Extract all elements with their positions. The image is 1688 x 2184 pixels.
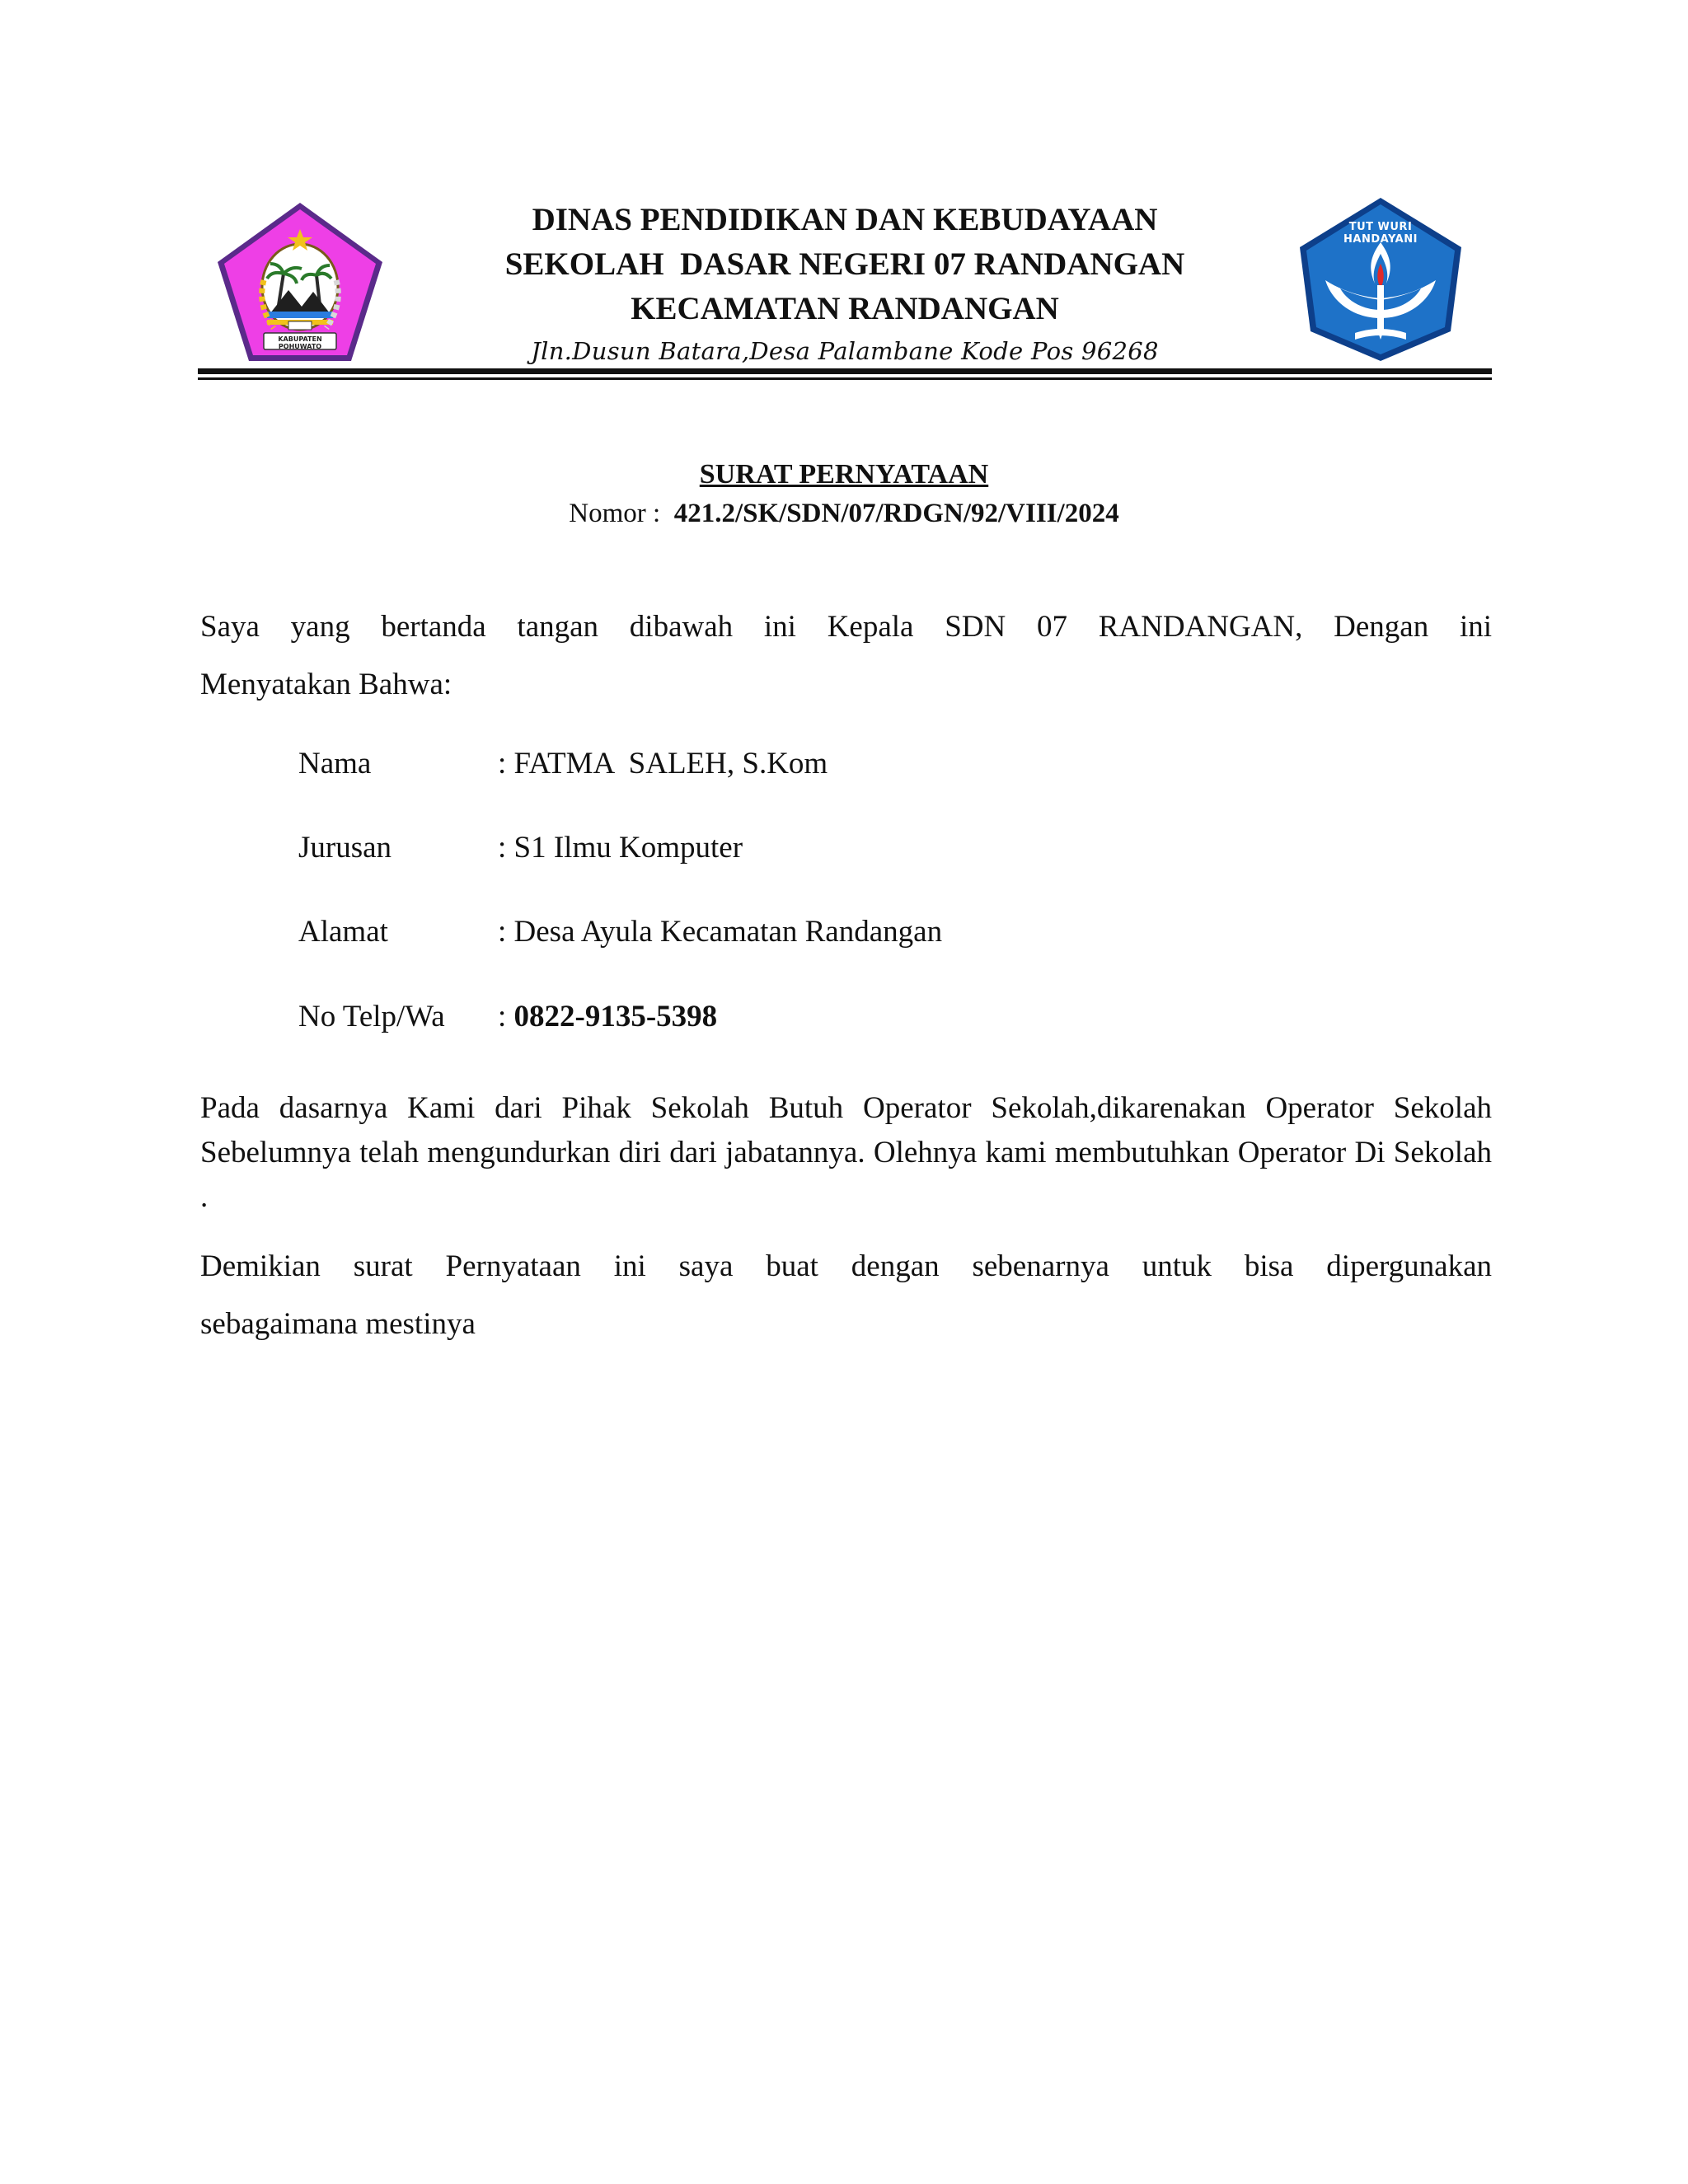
- intro-line-2: Menyatakan Bahwa:: [200, 668, 452, 701]
- field-row-jurusan: [298, 827, 743, 869]
- document-number-value: 421.2/SK/SDN/07/RDGN/92/VIII/2024: [673, 499, 1119, 528]
- letterhead-divider-thin: [198, 377, 1492, 380]
- letterhead-divider-thick: [198, 368, 1492, 374]
- field-row-no-telp: [298, 996, 717, 1038]
- field-label: No Telp/Wa: [298, 1000, 445, 1033]
- letterhead-line-1: DINAS PENDIDIKAN DAN KEBUDAYAAN: [532, 202, 1158, 237]
- field-value: : S1 Ilmu Komputer: [498, 831, 743, 865]
- field-label: Nama: [298, 747, 372, 780]
- field-label: Alamat: [298, 915, 388, 949]
- right-logo-text: TUT WURI HANDAYANI: [1343, 221, 1418, 246]
- field-value: : FATMA SALEH, S.Kom: [498, 747, 828, 780]
- tut-wuri-handayani-logo-icon: [1296, 194, 1465, 364]
- letterhead: [396, 198, 1294, 369]
- letterhead-line-2: SEKOLAH DASAR NEGERI 07 RANDANGAN: [504, 246, 1185, 282]
- field-prefix: :: [498, 1000, 514, 1033]
- field-label: Jurusan: [298, 831, 392, 865]
- intro-paragraph: [200, 598, 1492, 714]
- intro-line-1: Saya yang bertanda tangan dibawah ini Kepala SDN 07 RANDANGAN, Dengan ini: [200, 610, 1492, 644]
- letterhead-line-3: KECAMATAN RANDANGAN: [631, 291, 1059, 326]
- closing-line-2: sebagaimana mestinya: [200, 1307, 476, 1341]
- body-paragraph: Pada dasarnya Kami dari Pihak Sekolah Butuh Operator Sekolah,dikarenakan Operator Sekolah Sebelumnya telah mengundurkan diri dari jabatannya. Olehnya kami membutuhkan Operator Di Sekolah .: [200, 1091, 1492, 1214]
- field-value: 0822-9135-5398: [513, 1000, 718, 1033]
- document-number-label: Nomor :: [569, 499, 661, 528]
- document-title: SURAT PERNYATAAN: [699, 459, 989, 490]
- document-number: [0, 494, 1688, 532]
- field-row-alamat: [298, 912, 942, 953]
- closing-line-1: Demikian surat Pernyataan ini saya buat dengan sebenarnya untuk bisa dipergunakan: [200, 1249, 1492, 1283]
- field-row-nama: [298, 743, 828, 785]
- letterhead-address: Jln.Dusun Batara,Desa Palambane Kode Pos 96268: [531, 337, 1159, 365]
- closing-paragraph: [200, 1238, 1492, 1353]
- field-value: : Desa Ayula Kecamatan Randangan: [498, 915, 943, 949]
- left-logo-caption: KABUPATEN POHUWATO: [278, 335, 322, 350]
